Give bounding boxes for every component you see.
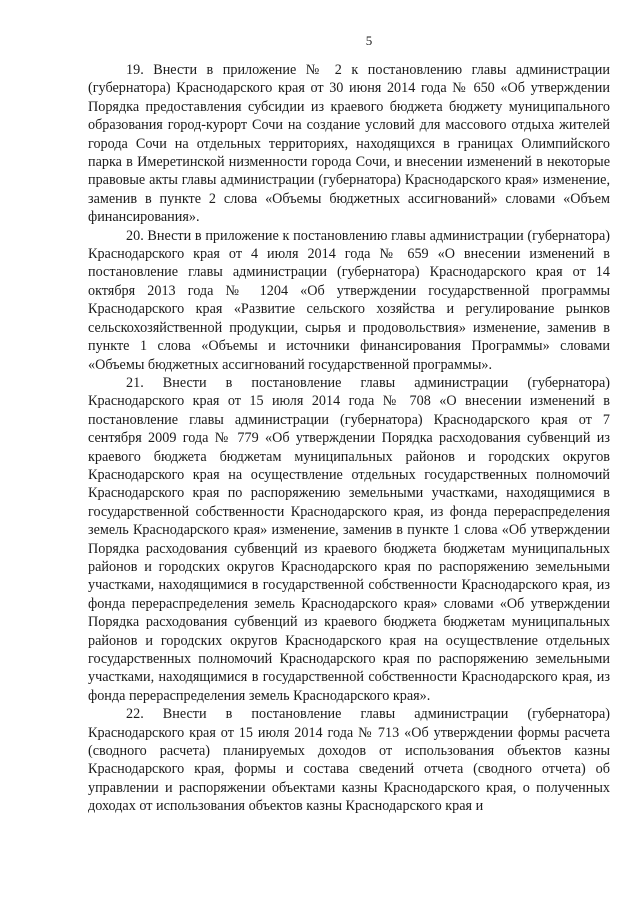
paragraph-item-19: 19. Внести в приложение № 2 к постановлению главы администрации (губернатора) Краснодарского края от 30 июня 2014 года № 650 «Об утверждении Порядка предоставления субсидии из краевого бюджета бюджету муниципального образования город-курорт Сочи на создание условий для массового отдыха жителей города Сочи на отдельных территориях, находящихся в границах Олимпийского парка в Имеретинской низменности города Сочи, и внесении изменений в некоторые правовые акты главы администрации (губернатора) Краснодарского края» изменение, заменив в пункте 2 слова «Объемы бюджетных ассигнований» словами «Объем финансирования». [88, 62, 610, 226]
paragraph-item-20: 20. Внести в приложение к постановлению главы администрации (губернатора) Краснодарского края от 4 июля 2014 года № 659 «О внесении изменений в постановление главы администрации (губернатора) Краснодарского края от 14 октября 2013 года № 1204 «Об утверждении государственной программы Краснодарского края «Развитие сельского хозяйства и регулирование рынков сельскохозяйственной продукции, сырья и продовольствия» изменение, заменив в пункте 1 слова «Объемы и источники финансирования Программы» словами «Объемы бюджетных ассигнований государственной программы». [88, 227, 610, 373]
page-number: 5 [365, 33, 373, 48]
paragraph-item-21: 21. Внести в постановление главы администрации (губернатора) Краснодарского края от 15 июля 2014 года № 708 «О внесении изменений в постановление главы администрации (губернатора) Краснодарского края от 7 сентября 2009 года № 779 «Об утверждении Порядка расходования субвенций из краевого бюджета бюджетам муниципальных районов и городских округов Краснодарского края на осуществление отдельных государственных полномочий Краснодарского края по распоряжению земельными участками, находящимися в государственной собственности Краснодарского края, из фонда перераспределения земель Краснодарского края» изменение, заменив в пункте 1 слова «Об утверждении Порядка расходования субвенций из краевого бюджета бюджетам муниципальных районов и городских округов Краснодарского края по распоряжению земельными участками, находящимися в государственной собственности Краснодарского края, из фонда перераспределения земель Краснодарского края» словами «Об утверждении Порядка расходования субвенций из краевого бюджета бюджетам муниципальных районов и городских округов Краснодарского края на осуществление отдельных государственных полномочий Краснодарского края по распоряжению земельными участками, находящимися в государственной собственности Краснодарского края, из фонда перераспределения земель Краснодарского края». [88, 374, 610, 704]
paragraph-item-22: 22. Внести в постановление главы администрации (губернатора) Краснодарского края от 15 июля 2014 года № 713 «Об утверждении формы расчета (сводного расчета) планируемых доходов от использования объектов казны Краснодарского края, формы и состава сведений отчета (сводного отчета) об управлении и распоряжении объектами казны Краснодарского края, о полученных доходах от использования объектов казны Краснодарского края и [88, 706, 610, 815]
